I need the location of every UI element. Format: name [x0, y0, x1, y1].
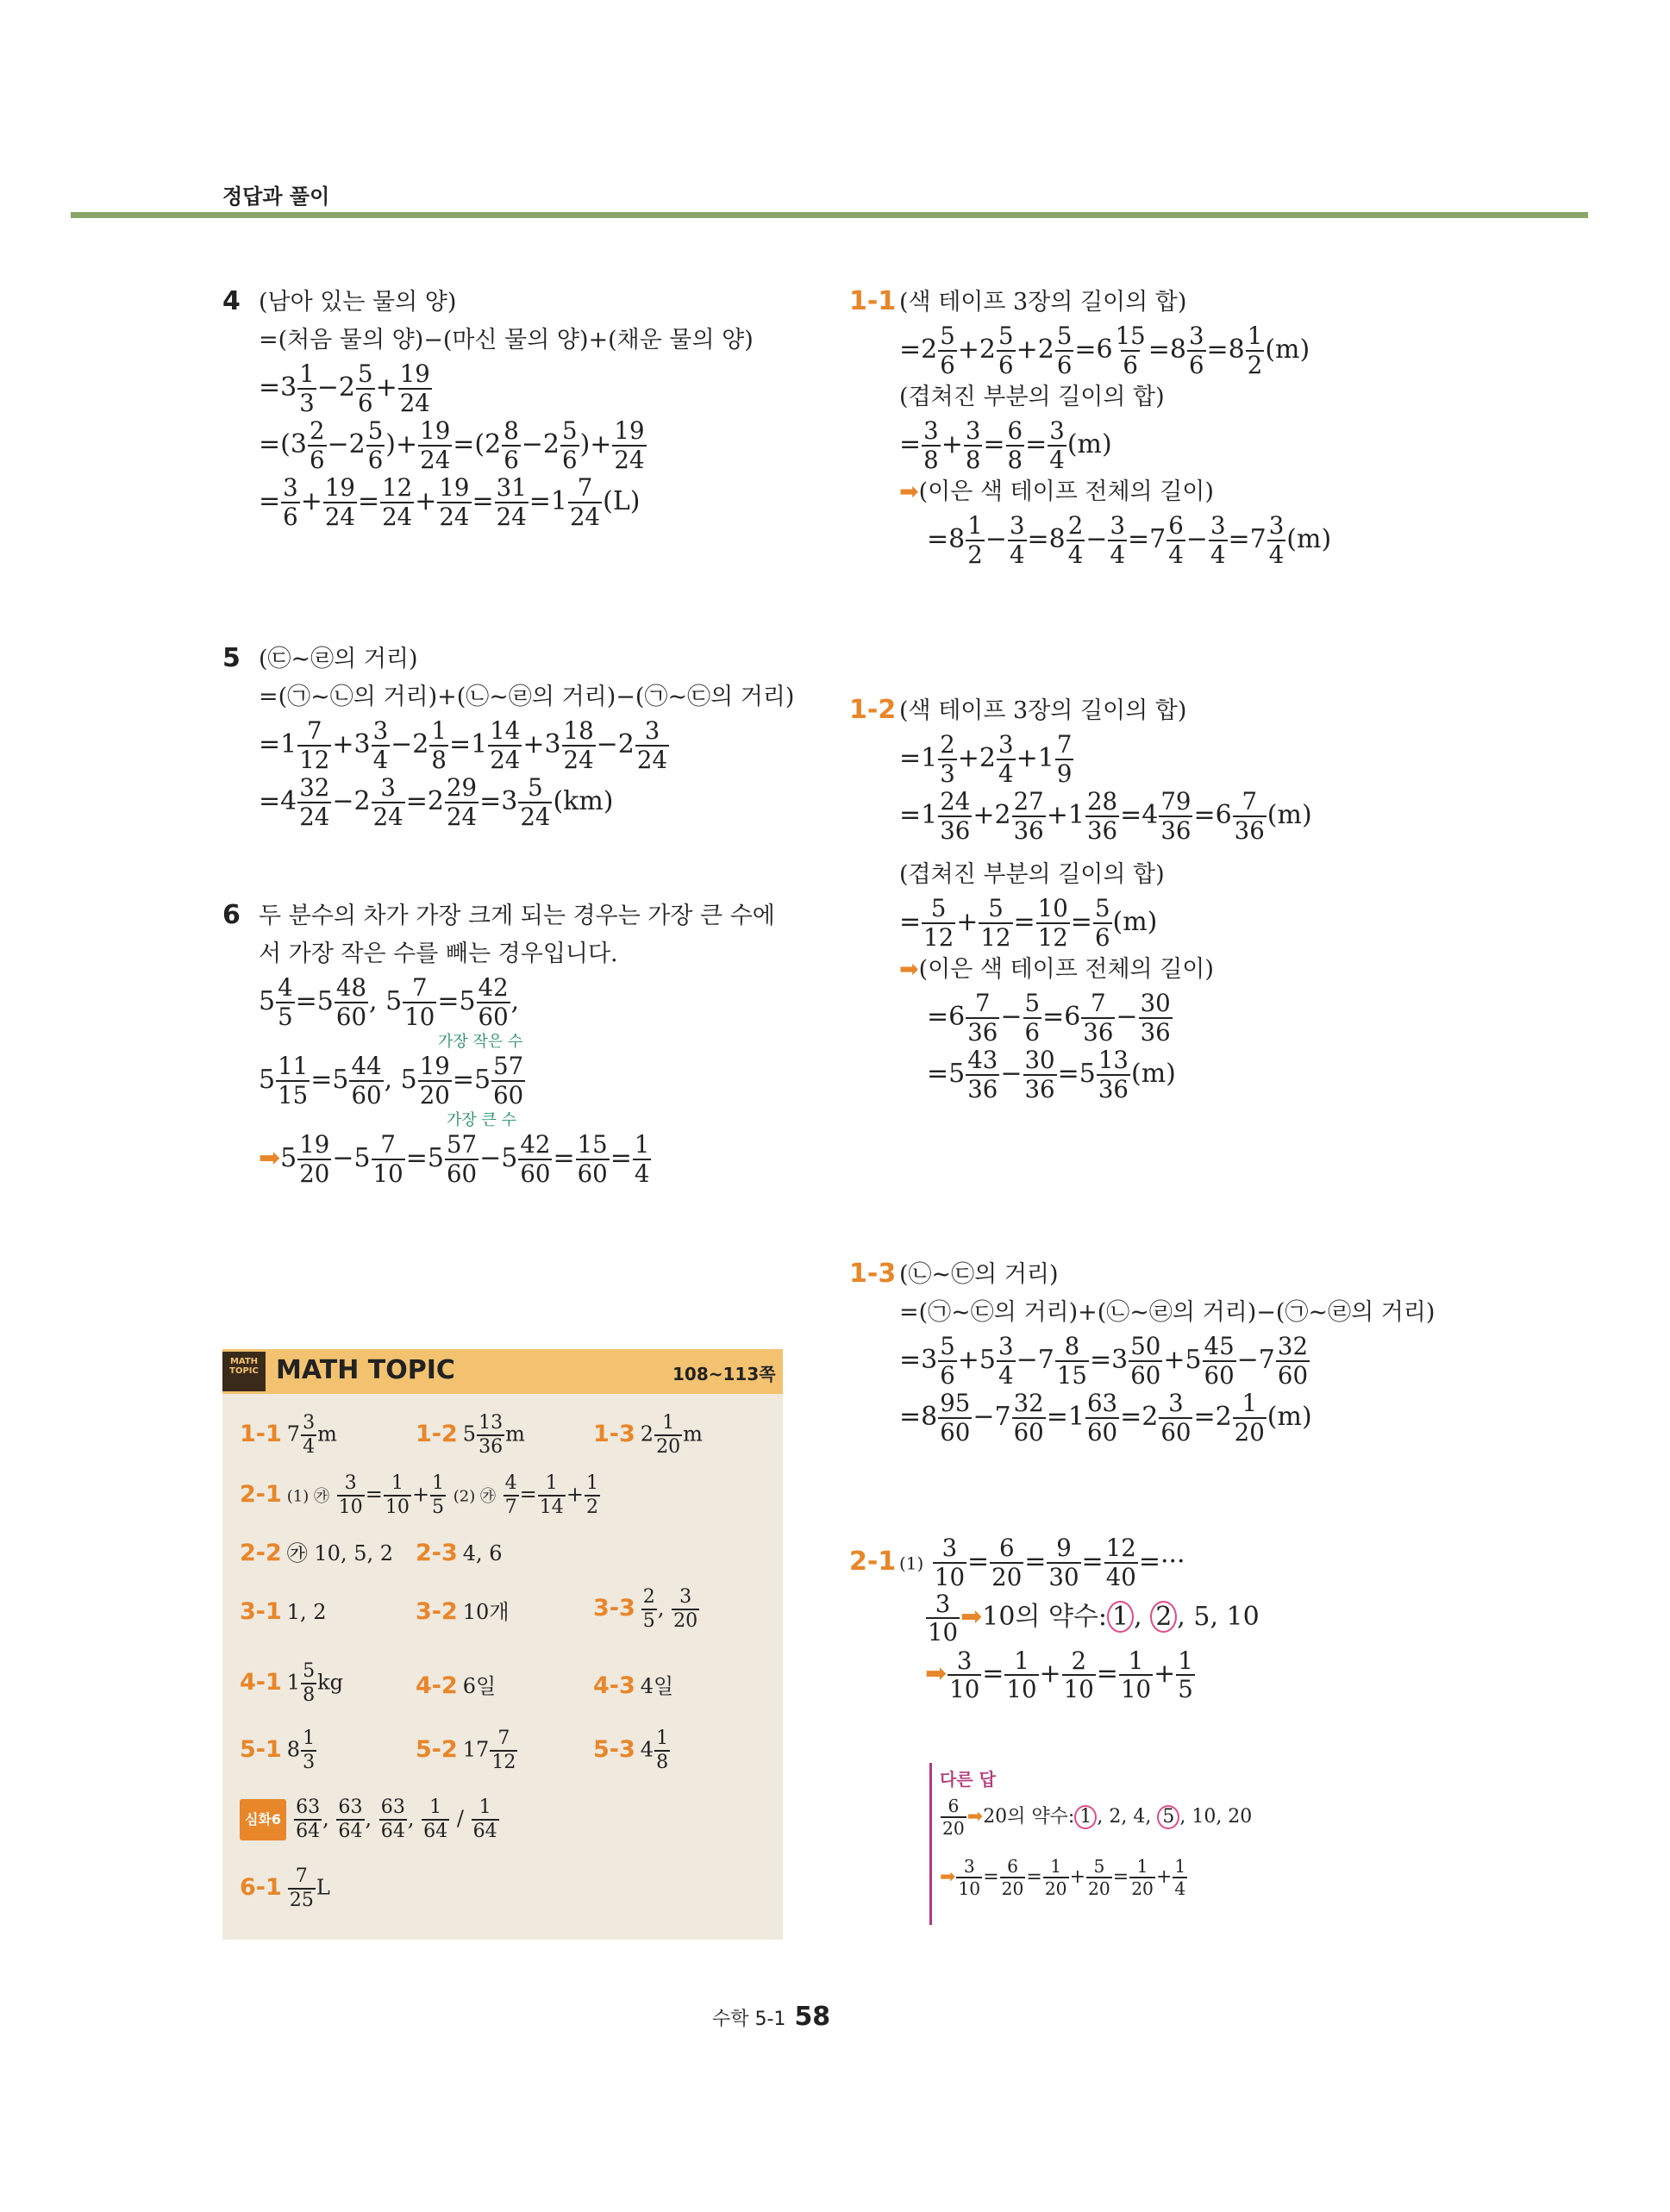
- math-topic-logo: MATH TOPIC: [222, 1352, 266, 1391]
- arrow-icon: ➡: [960, 1602, 983, 1633]
- answer-4-2: 4-2 6일: [416, 1672, 497, 1699]
- arrow-icon: ➡: [925, 1659, 948, 1690]
- answer-2-1: 2-1 (1) ㉮ $\frac{3}{10}$ = $\frac{1}{10}$ + $\frac{1}{5}$ (2) ㉮ $\frac{4}{7}$ = $\frac{1}{14}$ + $\frac{1}{2}$: [240, 1472, 598, 1519]
- annotation-largest: 가장 큰 수: [447, 1111, 516, 1129]
- problem-number: 5: [222, 643, 241, 673]
- equation-line: =1 $\frac{24}{36}$ +2 $\frac{27}{36}$ +1 $\frac{28}{36}$ =4 $\frac{79}{36}$ =6 $\frac{7}{36}$ (m): [899, 787, 1312, 845]
- answer-1-3: 1-3 2 $\frac{1}{20}$ m: [593, 1412, 703, 1459]
- answer-4-1: 4-1 1 $\frac{5}{8}$ kg: [240, 1660, 344, 1707]
- equation-line: =5 $\frac{43}{36}$ − $\frac{30}{36}$ =5 $\frac{13}{36}$ (m): [927, 1046, 1176, 1103]
- page-footer: 수학 5-1 58: [712, 2002, 831, 2032]
- equation-line: ➡ $\frac{3}{10}$ = $\frac{1}{10}$ + $\frac{2}{10}$ = $\frac{1}{10}$ + $\frac{1}{5}$: [925, 1646, 1193, 1704]
- answer-3-1: 3-1 1, 2: [240, 1598, 327, 1625]
- answer-3-3: 3-3 $\frac{2}{5}$ , $\frac{3}{20}$: [593, 1586, 698, 1633]
- equation-line: = $\frac{3}{8}$ + $\frac{3}{8}$ = $\frac{6}{8}$ = $\frac{3}{4}$ (m): [899, 416, 1112, 474]
- problem-number: 1-2: [849, 695, 897, 725]
- equation-line: =3 $\frac{5}{6}$ +5 $\frac{3}{4}$ −7 $\frac{8}{15}$ =3 $\frac{50}{60}$ +5 $\frac{45}{60}$ −7 $\frac{32}{60}$: [899, 1332, 1309, 1390]
- equation-line: ➡5 $\frac{19}{20}$ −5 $\frac{7}{10}$ =5 $\frac{57}{60}$ −5 $\frac{42}{60}$ = $\frac{15}{60}$ = $\frac{1}{4}$: [259, 1130, 650, 1188]
- advanced-badge: 심화6: [240, 1799, 286, 1840]
- circled-number: 2: [1150, 1601, 1177, 1633]
- equation-line: =6 $\frac{7}{36}$ − $\frac{5}{6}$ =6 $\frac{7}{36}$ − $\frac{30}{36}$: [927, 989, 1171, 1047]
- answer-6-1: 6-1 $\frac{7}{25}$ L: [240, 1865, 330, 1912]
- header-title: 정답과 풀이: [222, 184, 330, 209]
- problem-5: 5 (㉢~㉣의 거리) =(㉠~㉡의 거리)+(㉡~㉣의 거리)−(㉠~㉢의 거리) =1 $\frac{7}{12}$ +3 $\frac{3}{4}$ −2 $\frac{1}{8}$ =1 $\frac{14}{24}$ +3 $\frac{18}{24}$ −2 $\frac{3}{24}$ =4 $\frac{32}{24}$ −2 $\frac{3}{24}$ =2 $\frac{29}{24}$ =3 $\frac{5}{24}$ (km): [222, 640, 794, 830]
- equation-line: =1 $\frac{2}{3}$ +2 $\frac{3}{4}$ +1 $\frac{7}{9}$: [899, 730, 1073, 788]
- problem-2-1: 2-1 (1) $\frac{3}{10}$ = $\frac{6}{20}$ = $\frac{9}{30}$ = $\frac{12}{40}$ =··· $\frac{3}{10}$ ➡10의 약수: 1 , 2 , 5, 10 ➡ $\frac{3}{10}$ = $\frac{1}{10}$ + $\frac{2}{10}$ = $\frac{1}{10}$ + $\frac{1}{5}$: [849, 1534, 1260, 1704]
- problem-4: 4 (남아 있는 물의 양) =(처음 물의 양)−(마신 물의 양)+(채운 물의 양) =3 $\frac{1}{3}$ −2 $\frac{5}{6}$ + $\frac{19}{24}$ =(3 $\frac{2}{6}$ −2 $\frac{5}{6}$ )+ $\frac{19}{24}$ =(2 $\frac{8}{6}$ −2 $\frac{5}{6}$ )+ $\frac{19}{24}$ = $\frac{3}{6}$ + $\frac{19}{24}$ = $\frac{12}{24}$ + $\frac{19}{24}$ = $\frac{31}{24}$ =1 $\frac{7}{24}$ (L): [222, 283, 754, 530]
- equation-line: =3 $\frac{1}{3}$ −2 $\frac{5}{6}$ + $\frac{19}{24}$: [259, 359, 430, 417]
- header-rule: [71, 212, 1588, 218]
- problem-1-3: 1-3 (㉡~㉢의 거리) =(㉠~㉢의 거리)+(㉡~㉣의 거리)−(㉠~㉣의 거리) =3 $\frac{5}{6}$ +5 $\frac{3}{4}$ −7 $\frac{8}{15}$ =3 $\frac{50}{60}$ +5 $\frac{45}{60}$ −7 $\frac{32}{60}$ =8 $\frac{95}{60}$ −7 $\frac{32}{60}$ =1 $\frac{63}{60}$ =2 $\frac{3}{60}$ =2 $\frac{1}{20}$ (m): [849, 1255, 1435, 1446]
- equation-line: =8 $\frac{95}{60}$ −7 $\frac{32}{60}$ =1 $\frac{63}{60}$ =2 $\frac{3}{60}$ =2 $\frac{1}{20}$ (m): [899, 1389, 1312, 1447]
- problem-number: 4: [222, 286, 241, 316]
- arrow-icon: ➡: [940, 1866, 956, 1889]
- answer-3-2: 3-2 10개: [416, 1598, 510, 1625]
- answer-1-2: 1-2 5 $\frac{13}{36}$ m: [416, 1412, 525, 1459]
- equation-line: =8 $\frac{1}{2}$ − $\frac{3}{4}$ =8 $\frac{2}{4}$ − $\frac{3}{4}$ =7 $\frac{6}{4}$ − $\frac{3}{4}$ =7 $\frac{3}{4}$ (m): [927, 511, 1332, 569]
- answer-1-1: 1-1 7 $\frac{3}{4}$ m: [240, 1412, 337, 1459]
- answer-2-2: 2-2 ㉮ 10, 5, 2: [240, 1540, 394, 1566]
- equation-line: =4 $\frac{32}{24}$ −2 $\frac{3}{24}$ =2 $\frac{29}{24}$ =3 $\frac{5}{24}$ (km): [259, 773, 614, 831]
- problem-number: 1-3: [849, 1259, 897, 1289]
- problem-1-1: 1-1 (색 테이프 3장의 길이의 합) =2 $\frac{5}{6}$ +2 $\frac{5}{6}$ +2 $\frac{5}{6}$ =6 $\frac{15}{6}$ =8 $\frac{3}{6}$ =8 $\frac{1}{2}$ (m) (겹쳐진 부분의 길이의 합) = $\frac{3}{8}$ + $\frac{3}{8}$ = $\frac{6}{8}$ = $\frac{3}{4}$ (m) ➡(이은 색 테이프 전체의 길이) =8 $\frac{1}{2}$ − $\frac{3}{4}$ =8 $\frac{2}{4}$ − $\frac{3}{4}$ =7 $\frac{6}{4}$ − $\frac{3}{4}$ =7 $\frac{3}{4}$ (m): [849, 283, 1331, 568]
- problem-number: 6: [222, 900, 241, 930]
- answer-advanced-6: 심화6 $\frac{63}{64}$ , $\frac{63}{64}$ , $\frac{63}{64}$ , $\frac{1}{64}$ / $\frac{1}{64}$: [240, 1798, 500, 1841]
- math-topic-title: MATH TOPIC: [276, 1355, 455, 1385]
- answer-5-1: 5-1 8 $\frac{1}{3}$: [240, 1728, 316, 1774]
- equation-line: = $\frac{3}{6}$ + $\frac{19}{24}$ = $\frac{12}{24}$ + $\frac{19}{24}$ = $\frac{31}{24}$ =1 $\frac{7}{24}$ (L): [259, 473, 641, 531]
- math-topic-pages: 108~113쪽: [672, 1364, 776, 1384]
- equation-line: 5 $\frac{11}{15}$ =5 $\frac{44}{60}$ , 5 $\frac{19}{20}$ =5 $\frac{57}{60}$: [259, 1052, 524, 1109]
- answer-2-3: 2-3 4, 6: [416, 1540, 503, 1566]
- arrow-icon: ➡: [966, 1806, 984, 1828]
- equation-line: =1 $\frac{7}{12}$ +3 $\frac{3}{4}$ −2 $\frac{1}{8}$ =1 $\frac{14}{24}$ +3 $\frac{18}{24}$ −2 $\frac{3}{24}$: [259, 716, 668, 774]
- alternative-answer-line: $\frac{6}{20}$ ➡20의 약수: 1 , 2, 4, 5 , 10, 20: [942, 1796, 1253, 1840]
- page-number: 58: [794, 2002, 831, 2032]
- equation-line: 5 $\frac{4}{5}$ =5 $\frac{48}{60}$ , 5 $\frac{7}{10}$ =5 $\frac{42}{60}$ ,: [259, 973, 520, 1031]
- answer-5-2: 5-2 17 $\frac{7}{12}$: [416, 1728, 516, 1774]
- alternative-answer-line: ➡ $\frac{3}{10}$ = $\frac{6}{20}$ = $\frac{1}{20}$ + $\frac{5}{20}$ = $\frac{1}{20}$ + $\frac{1}{4}$: [940, 1856, 1186, 1900]
- arrow-icon: ➡: [259, 1143, 281, 1173]
- problem-number: 2-1: [849, 1546, 897, 1577]
- circled-number: 1: [1074, 1805, 1097, 1829]
- answer-4-3: 4-3 4일: [593, 1672, 674, 1699]
- circled-number: 1: [1107, 1601, 1134, 1633]
- equation-line: = $\frac{5}{12}$ + $\frac{5}{12}$ = $\frac{10}{12}$ = $\frac{5}{6}$ (m): [899, 894, 1158, 952]
- equation-line: =2 $\frac{5}{6}$ +2 $\frac{5}{6}$ +2 $\frac{5}{6}$ =6 $\frac{15}{6}$ =8 $\frac{3}{6}$ =8 $\frac{1}{2}$ (m): [899, 322, 1310, 379]
- annotation-smallest: 가장 작은 수: [438, 1033, 523, 1051]
- circled-number: 5: [1157, 1805, 1179, 1829]
- problem-6: 6 두 분수의 차가 가장 크게 되는 경우는 가장 큰 수에 서 가장 작은 수를 빼는 경우입니다. 5 $\frac{4}{5}$ =5 $\frac{48}{60}$ , 5 $\frac{7}{10}$ =5 $\frac{42}{60}$ , 가장 작은 수 5 $\frac{11}{15}$ =5 $\frac{44}{60}$ , 5 $\frac{19}{20}$ =5 $\frac{57}{60}$ 가장 큰 수 ➡5 $\frac{19}{20}$ −5 $\frac{7}{10}$ =5 $\frac{57}{60}$ −5 $\frac{42}{60}$ = $\frac{15}{60}$ = $\frac{1}{4}$: [222, 897, 775, 1187]
- equation-line: =(3 $\frac{2}{6}$ −2 $\frac{5}{6}$ )+ $\frac{19}{24}$ =(2 $\frac{8}{6}$ −2 $\frac{5}{6}$ )+ $\frac{19}{24}$: [259, 416, 645, 474]
- answer-5-3: 5-3 4 $\frac{1}{8}$: [593, 1728, 669, 1774]
- alternative-answer-title: 다른 답: [940, 1769, 996, 1790]
- problem-1-2: 1-2 (색 테이프 3장의 길이의 합) =1 $\frac{2}{3}$ +2 $\frac{3}{4}$ +1 $\frac{7}{9}$ =1 $\frac{24}{36}$ +2 $\frac{27}{36}$ +1 $\frac{28}{36}$ =4 $\frac{79}{36}$ =6 $\frac{7}{36}$ (m) (겹쳐진 부분의 길이의 합) = $\frac{5}{12}$ + $\frac{5}{12}$ = $\frac{10}{12}$ = $\frac{5}{6}$ (m) ➡(이은 색 테이프 전체의 길이) =6 $\frac{7}{36}$ − $\frac{5}{6}$ =6 $\frac{7}{36}$ − $\frac{30}{36}$ =5 $\frac{43}{36}$ − $\frac{30}{36}$ =5 $\frac{13}{36}$ (m): [849, 691, 1312, 1103]
- arrow-icon: ➡: [899, 956, 919, 983]
- arrow-icon: ➡: [899, 478, 919, 505]
- equation-line: $\frac{3}{10}$ ➡10의 약수: 1 , 2 , 5, 10: [928, 1589, 1260, 1647]
- problem-number: 1-1: [849, 286, 897, 316]
